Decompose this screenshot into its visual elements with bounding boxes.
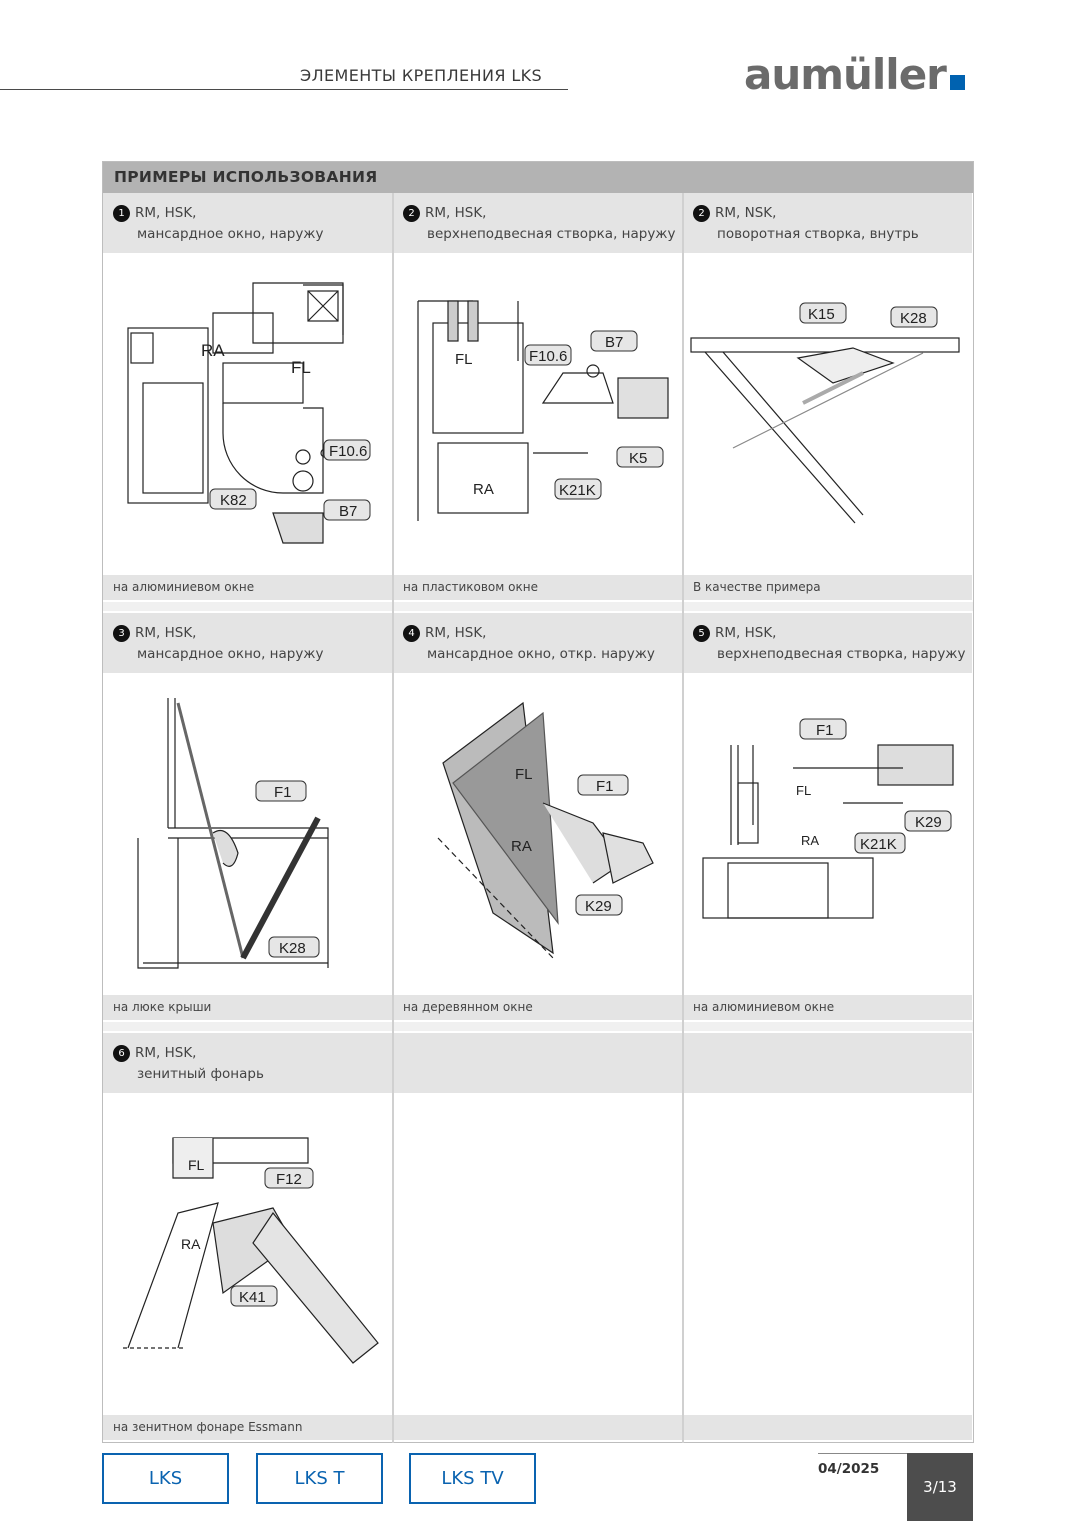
example-caption: на люке крыши xyxy=(103,995,392,1020)
header-divider xyxy=(0,89,568,90)
empty-drawing xyxy=(683,1093,972,1415)
empty-header xyxy=(393,1033,682,1093)
example-caption: на деревянном окне xyxy=(393,995,682,1020)
example-models: RM, HSK, xyxy=(715,625,777,641)
example-number-badge: 1 xyxy=(113,205,130,222)
example-number-badge: 2 xyxy=(693,205,710,222)
roof-hatch-drawing xyxy=(103,673,392,995)
example-card-1 xyxy=(103,193,392,600)
example-card-6 xyxy=(103,1033,392,1440)
empty-caption xyxy=(683,1415,972,1440)
example-card-2a xyxy=(393,193,682,600)
example-description: мансардное окно, наружу xyxy=(137,646,324,662)
example-header xyxy=(103,193,392,253)
example-number-badge: 3 xyxy=(113,625,130,642)
example-card-4 xyxy=(393,613,682,1020)
example-drawing xyxy=(683,253,972,575)
example-header xyxy=(393,613,682,673)
panel-title: ПРИМЕРЫ ИСПОЛЬЗОВАНИЯ xyxy=(103,162,973,193)
column-divider xyxy=(392,193,394,1443)
row-gap xyxy=(103,602,973,611)
example-number-badge: 6 xyxy=(113,1045,130,1062)
example-caption: на алюминиевом окне xyxy=(103,575,392,600)
aluminium-top-hung-drawing xyxy=(683,673,972,995)
tab-lks-t[interactable]: LKS T xyxy=(256,1453,383,1504)
empty-caption xyxy=(393,1415,682,1440)
example-models: RM, HSK, xyxy=(425,625,487,641)
example-caption: на пластиковом окне xyxy=(393,575,682,600)
example-header xyxy=(103,1033,392,1093)
example-drawing xyxy=(683,673,972,995)
label-f10-6: F10.6 xyxy=(329,443,368,460)
row-gap xyxy=(103,1022,973,1031)
examples-panel xyxy=(102,161,974,1443)
label-f1: F1 xyxy=(816,722,834,739)
example-card-3 xyxy=(103,613,392,1020)
pivot-sash-drawing xyxy=(683,253,972,575)
publication-date: 04/2025 xyxy=(818,1453,908,1477)
example-caption: В качестве примера xyxy=(683,575,972,600)
skylight-essmann-drawing xyxy=(103,1093,392,1415)
example-description: верхнеподвесная створка, наружу xyxy=(427,226,676,242)
aluminium-skylight-drawing xyxy=(103,253,392,575)
example-card-5 xyxy=(683,613,972,1020)
example-header xyxy=(683,193,972,253)
label-fl: FL xyxy=(796,783,812,798)
example-number-badge: 2 xyxy=(403,205,420,222)
label-k5: K5 xyxy=(629,450,648,467)
label-k82: K82 xyxy=(220,492,247,509)
label-fl: FL xyxy=(291,358,311,377)
example-caption: на зенитном фонаре Essmann xyxy=(103,1415,392,1440)
example-caption: на алюминиевом окне xyxy=(683,995,972,1020)
example-card-2b xyxy=(683,193,972,600)
label-f12: F12 xyxy=(276,1171,302,1188)
empty-card xyxy=(393,1033,682,1440)
example-header xyxy=(393,193,682,253)
plastic-window-drawing xyxy=(393,253,682,575)
label-ra: RA xyxy=(181,1236,201,1252)
label-k28: K28 xyxy=(279,940,306,957)
logo-text: aumüller xyxy=(744,50,946,99)
example-description: мансардное окно, наружу xyxy=(137,226,324,242)
example-drawing xyxy=(103,1093,392,1415)
example-drawing xyxy=(103,253,392,575)
empty-drawing xyxy=(393,1093,682,1415)
label-fl: FL xyxy=(515,766,533,783)
wooden-window-drawing xyxy=(393,673,682,995)
brand-logo xyxy=(744,46,965,99)
label-fl: FL xyxy=(188,1157,205,1173)
example-description: мансардное окно, откр. наружу xyxy=(427,646,655,662)
logo-square-icon xyxy=(950,75,965,90)
label-f1: F1 xyxy=(596,778,614,795)
label-k41: K41 xyxy=(239,1289,266,1306)
label-b7: B7 xyxy=(605,334,624,351)
label-f10-6: F10.6 xyxy=(529,348,568,365)
example-models: RM, HSK, xyxy=(135,1045,197,1061)
label-k28: K28 xyxy=(900,310,927,327)
example-description: верхнеподвесная створка, наружу xyxy=(717,646,966,662)
empty-header xyxy=(683,1033,972,1093)
label-fl: FL xyxy=(455,351,473,368)
example-drawing xyxy=(393,253,682,575)
label-ra: RA xyxy=(201,341,225,360)
example-number-badge: 4 xyxy=(403,625,420,642)
label-ra: RA xyxy=(473,481,494,498)
label-k21k: K21K xyxy=(860,836,897,853)
example-header xyxy=(683,613,972,673)
tab-lks-tv[interactable]: LKS TV xyxy=(409,1453,536,1504)
example-drawing xyxy=(393,673,682,995)
example-models: RM, HSK, xyxy=(135,625,197,641)
empty-card xyxy=(683,1033,972,1440)
column-divider xyxy=(682,193,684,1443)
example-models: RM, HSK, xyxy=(425,205,487,221)
callout-labels xyxy=(800,303,937,327)
example-number-badge: 5 xyxy=(693,625,710,642)
label-f1: F1 xyxy=(274,784,292,801)
label-k15: K15 xyxy=(808,306,835,323)
example-models: RM, NSK, xyxy=(715,205,777,221)
page-number: 3/13 xyxy=(907,1453,973,1521)
callout-labels xyxy=(796,719,951,853)
tab-lks[interactable]: LKS xyxy=(102,1453,229,1504)
example-models: RM, HSK, xyxy=(135,205,197,221)
example-description: зенитный фонарь xyxy=(137,1066,264,1082)
label-k21k: K21K xyxy=(559,482,596,499)
label-ra: RA xyxy=(801,833,820,848)
example-description: поворотная створка, внутрь xyxy=(717,226,919,242)
example-header xyxy=(103,613,392,673)
example-drawing xyxy=(103,673,392,995)
label-ra: RA xyxy=(511,838,532,855)
label-k29: K29 xyxy=(915,814,942,831)
label-b7: B7 xyxy=(339,503,358,520)
page-section-title: ЭЛЕМЕНТЫ КРЕПЛЕНИЯ LKS xyxy=(300,66,543,85)
label-k29: K29 xyxy=(585,898,612,915)
